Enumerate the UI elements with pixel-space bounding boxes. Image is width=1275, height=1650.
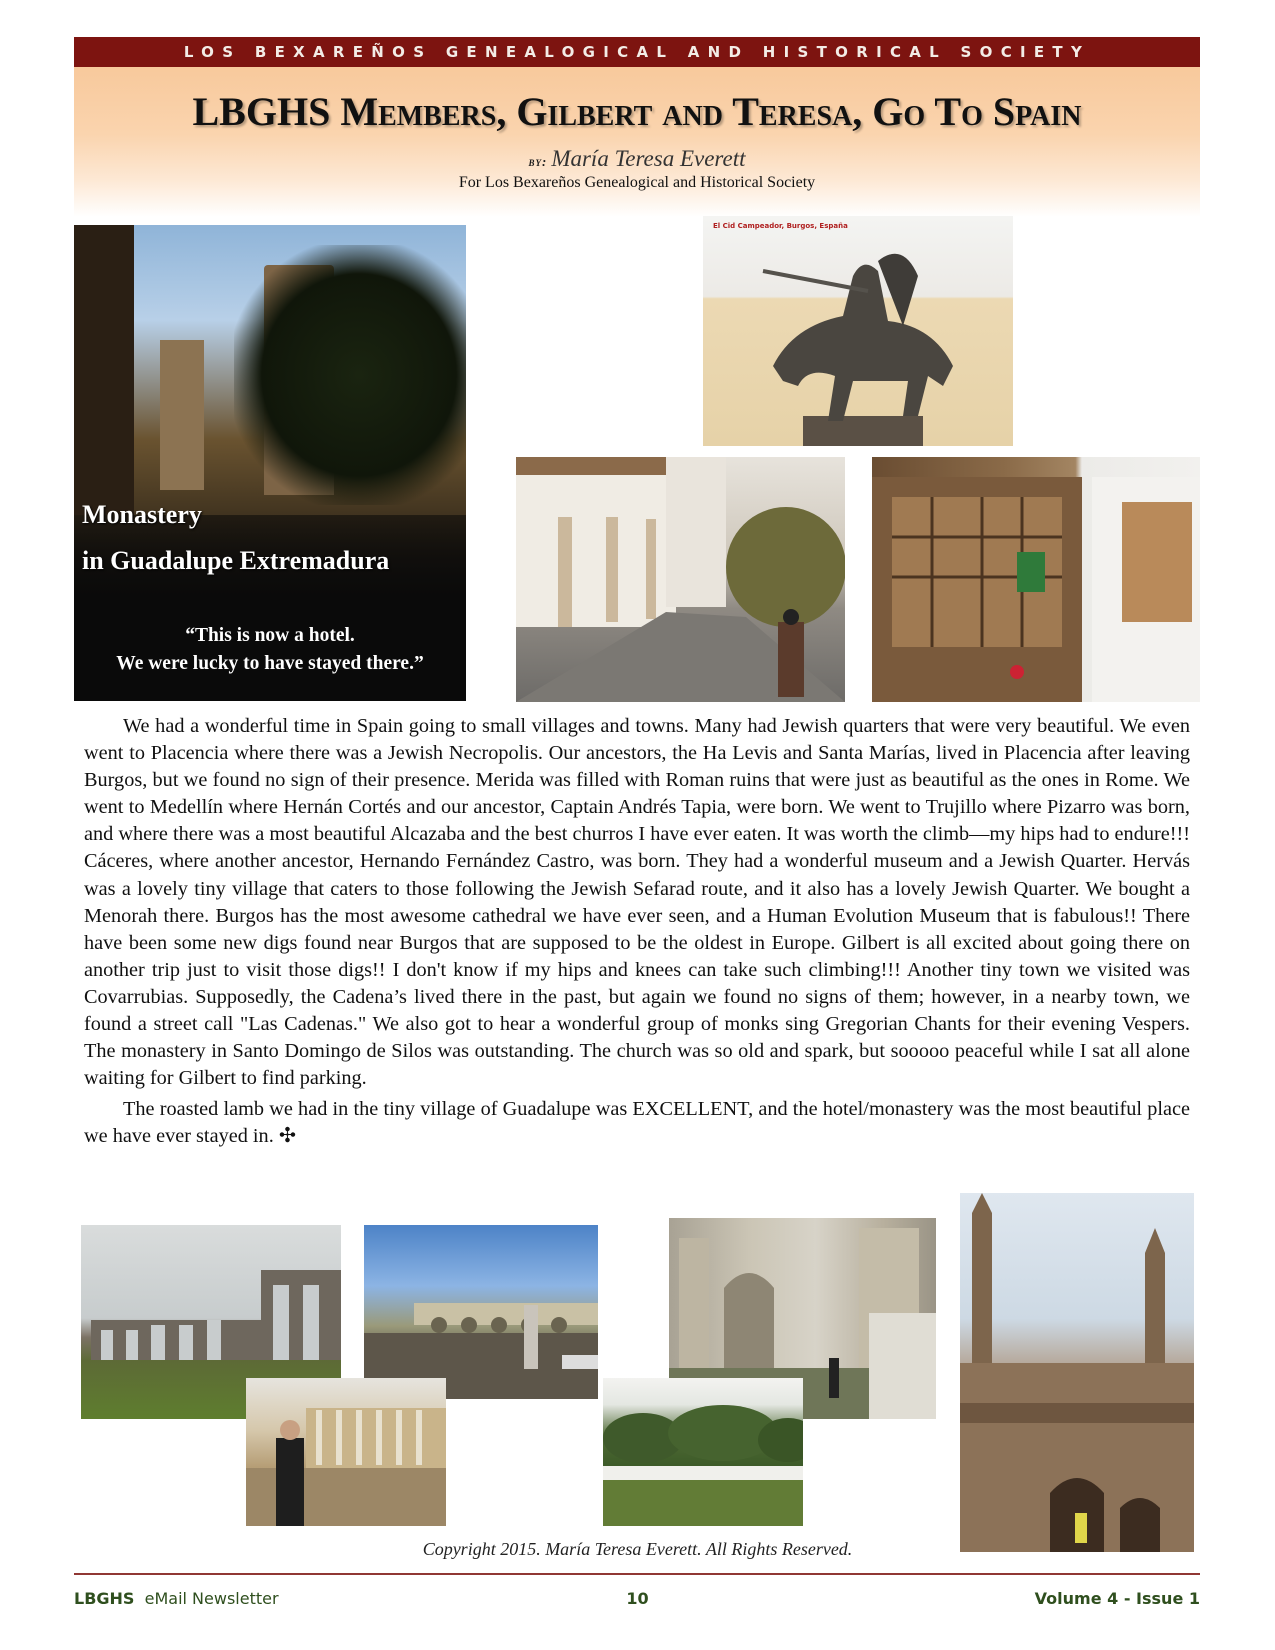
page-title: LBGHS Members, Gilbert and Teresa, Go To Spain (192, 89, 1082, 134)
palm-tree (234, 245, 466, 505)
photo-label: El Cid Campeador, Burgos, España (713, 222, 848, 230)
volume-issue: Volume 4 - Issue 1 (1034, 1589, 1200, 1608)
theater-scene (246, 1378, 446, 1526)
byline (74, 146, 1200, 172)
village-scene (872, 457, 1200, 702)
quote-line: We were lucky to have stayed there.” (116, 653, 424, 674)
article-paragraph: We had a wonderful time in Spain going to small villages and towns. Many had Jewish quarters that were very beautiful. We even went to Placencia where there was a Jewish Necropolis. Our ancestors, the Ha Levis and Santa Marías, lived in Placencia after leaving Burgos, but we found no sign of their presence. Merida was filled with Roman ruins that were just as beautiful as the ones in Rome. We went to Medellín where Hernán Cortés and our ancestor, Captain Andrés Tapia, were born. We went to Trujillo where Pizarro was born, and where there was a most beautiful Alcazaba and the best churros I have ever eaten. It was worth the climb—my hips had to endure!!! Cáceres, where another ancestor, Hernando Fernández Castro, was born. They had a wonderful museum and a Jewish Quarter. Hervás was a lovely tiny village that caters to those following the Jewish Sefarad route, and it also has a lovely Jewish Quarter. We bought a Menorah there. Burgos has the most awesome cathedral we have ever seen, and a Human Evolution Museum that is fabulous!! There have been some new digs found near Burgos that are supposed to be the oldest in Europe. Gilbert is all excited about going there on another trip just to visit those digs!! I don't know if my hips and knees can take such climbing!!! Another tiny town we visited was Covarrubias. Supposedly, the Cadena’s lived there in the past, but again we found no signs of them; however, in a nearby town, we found a street call "Las Cadenas." We also got to hear a wonderful group of monks sing Gregorian Chants for their evening Vespers. The monastery in Santo Domingo de Silos was outstanding. The church was so old and spark, but sooooo peaceful while I sat all alone waiting for Gilbert to find parking. (84, 715, 1190, 1090)
article-paragraph: The roasted lamb we had in the tiny village of Guadalupe was EXCELLENT, and the hotel/monastery was the most beautiful place we have ever stayed in. ✣ (84, 1098, 1190, 1148)
tree-silhouette (74, 225, 134, 515)
photo-burgos-cathedral (960, 1193, 1194, 1552)
monastery-quote (74, 622, 466, 678)
bridge-scene (364, 1225, 598, 1399)
photo-roman-theater (246, 1378, 446, 1526)
copyright-notice: Copyright 2015. María Teresa Everett. All Rights Reserved. (422, 1539, 853, 1559)
page-number: 10 (626, 1589, 649, 1608)
footer-newsletter-title (74, 1589, 279, 1608)
society-name-band: LOS BEXAREÑOS GENEALOGICAL AND HISTORICAL SOCIETY (74, 37, 1200, 67)
byline-label: by: (528, 154, 548, 169)
cathedral-facade (960, 1193, 1194, 1552)
pasture-scene (603, 1378, 803, 1526)
author-affiliation: For Los Bexareños Genealogical and Historical Society (458, 174, 816, 191)
photo-sheep-pasture (603, 1378, 803, 1526)
author-name: María Teresa Everett (551, 146, 746, 171)
statue-silhouette (703, 216, 1013, 446)
footer-divider (74, 1573, 1200, 1575)
photo-town-street (516, 457, 845, 702)
castle-turret (160, 340, 204, 490)
footer-newsletter-label: eMail Newsletter (144, 1589, 279, 1608)
monastery-caption-location: in Guadalupe Extremadura (82, 546, 390, 575)
monastery-caption-title: Monastery (82, 500, 202, 529)
quote-line: “This is now a hotel. (185, 625, 355, 646)
photo-half-timbered-village (872, 457, 1200, 702)
street-scene (516, 457, 845, 702)
footer-brand: LBGHS (74, 1589, 135, 1608)
article-body (84, 713, 1190, 1151)
photo-roman-bridge (364, 1225, 598, 1399)
photo-monastery-guadalupe (74, 225, 466, 701)
photo-el-cid-statue (703, 216, 1013, 446)
